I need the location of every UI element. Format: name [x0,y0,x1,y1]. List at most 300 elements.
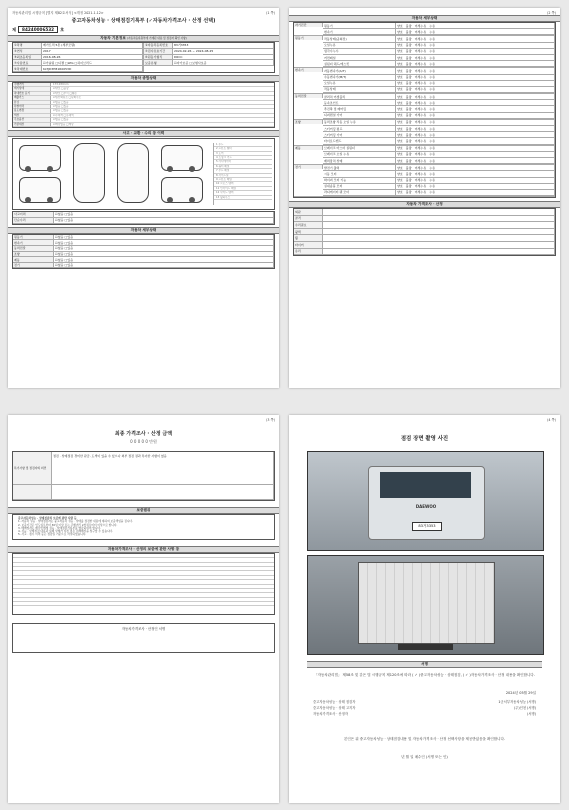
result-option: 불량 [405,23,412,28]
result-option: 양호 [397,36,403,41]
detail-item [323,113,555,119]
result-option: 불량 [405,146,412,151]
row-label: 제동 [13,257,54,262]
page-title: 중고자동차성능 · 상태점검기록부 (✓자동차가격조사 · 산정 선택) [71,18,216,24]
section-title: 보증범위 [136,508,151,512]
mileage-value: 173,039 km [51,83,274,87]
result-option: 누유 [429,107,435,112]
result-option: 누유 [429,152,435,157]
result-option: 누유 [429,81,435,86]
result-option: 미세누유 [414,107,427,112]
row-value: ☑없음 □있음 [54,246,274,251]
result-option: 불량 [405,107,412,112]
item-name: 브레이크 오일 누유 [323,152,396,157]
result-option: 누유 [429,29,435,34]
result-option: 불량 [405,43,412,48]
result-option: 미세누유 [414,152,427,157]
state-row-label: 리콜대상 [13,123,51,127]
state-row-label: 차대번호 표기 [13,92,51,96]
group-items [323,120,555,145]
row-value: ☑없음 □있음 [54,263,274,268]
group-label: 원동기 [294,36,323,40]
item-result [396,49,555,54]
table-row [13,218,274,224]
price-row [294,222,555,229]
price-label: 광택 [294,229,323,235]
price-value [323,229,555,235]
info-label: ⑨차대번호 [13,66,42,71]
group-items [323,23,555,35]
result-option: 양호 [397,171,403,176]
overall-state-table: 주행거리 계기상태 차대번호 표기 배출가스 튜닝 특별이력 용도변경 색상 주요옵션 리콜대상 173,039 km ☑양호 □불량 ☑양호 □부식 □훼손 ☑일산화탄소 □탄화수소 ☑없음 □있음 ☑없음 □있음 ☑없음 □있음 ☑무채색 □유채색 ☑없음 □있음 ☑해당없음 □해당 [12,82,275,128]
item-result [396,190,555,195]
info-value: KLTJD3H81R0053D [42,66,143,71]
result-option: 불량 [405,81,412,86]
section-accident [8,130,279,137]
item-result [396,132,555,137]
item-result [396,152,555,157]
page-4 [289,415,560,803]
group-items [323,146,555,165]
result-option: 미세누유 [414,178,427,183]
price-row [294,229,555,236]
price-warranty-lines [12,553,275,615]
price-label: 외판 [294,209,323,215]
item-name: 스티어링 펌프 [323,126,396,131]
item-name: 실린더 헤드/개스킷 [323,61,396,66]
row-value: ☑없음 □있음 [54,235,274,240]
item-result [396,184,555,189]
section-overall-state [8,75,279,82]
result-option: 양호 [397,55,403,60]
group-label: 제동 [294,146,323,150]
page-header-left: 자동차관리법 시행규칙 [별지 제82호서식] <개정 2021.1.12> [12,11,104,15]
info-label: ④검사유효기간 [144,49,173,54]
item-result [396,126,555,131]
info-label: ⑧원동기형식 [144,55,173,60]
result-option: 미세누유 [414,132,427,137]
signer-role: 중고자동차성능 · 상태 점검자 [313,700,356,704]
page-1 [8,8,279,388]
result-option: 불량 [405,138,412,143]
result-option: 불량 [405,132,412,137]
item-name: 원동기 [323,23,396,28]
section-title: 자동차 종합상태 [130,75,157,80]
notice-item: 3. 매매업자는 매수인에게 성능 · 상태점검기록부를 발급하여야 합니다. [18,525,101,530]
result-option: 양호 [397,49,403,54]
result-option: 미세누유 [414,43,427,48]
page-3 [8,415,279,803]
item-result [396,146,555,151]
group-label: 전기 [294,165,323,169]
brand-logo: DAEWOO [415,504,437,509]
result-option: 누유 [429,158,435,163]
price-row [294,249,555,256]
result-option: 미세누유 [414,146,427,151]
result-option: 누유 [429,43,435,48]
photo-title: 점검 장면 촬영 사진 [400,436,449,442]
result-option: 미세누유 [414,138,427,143]
item-name: 수동변속기(M/T) [323,75,396,80]
car-outline-top [73,143,105,203]
result-option: 누유 [429,120,435,125]
group-items [323,36,555,67]
item-result [396,100,555,105]
certification-text: 「자동차관리법」 제58조 및 같은 법 시행규칙 제120조에 따라 ( ✓ )중고자동차성능 · 상태점검, ( ✓ )자동차가격조사 · 산정 내용을 확인합니다. [314,673,535,677]
row-label: 전기 [13,263,54,268]
result-option: 누유 [429,23,435,28]
result-option: 누유 [429,100,435,105]
result-option: 불량 [405,113,412,118]
result-option: 양호 [397,138,403,143]
serial-number-row [12,26,275,33]
result-option: 누유 [429,113,435,118]
result-option: 누유 [429,49,435,54]
opinion-text: 점검 · 상태점검 경미한 판금, 도색이 있을 수 있으나 외부 점검 결과 특이한 사항이 없음 [52,452,274,486]
item-name: 추진축 및 베어링 [323,106,396,111]
price-value [323,249,555,255]
page-number: (4 쪽) [547,418,556,422]
result-option: 불량 [405,152,412,157]
result-option: 누유 [429,138,435,143]
info-value: 메가트럭 5톤 (세부모델) [42,43,143,48]
price-table [293,208,556,256]
item-name: 냉각수누수 [323,49,396,54]
result-option: 누유 [429,190,435,195]
result-option: 양호 [397,158,403,163]
section-title: 자동차 세부상태 [411,16,438,20]
result-option: 미세누유 [414,87,427,92]
detail-group [294,36,555,68]
item-result [396,178,555,183]
item-name: 브레이크 마스터 실린더 [323,146,396,151]
state-row-label: 특별이력 [13,105,51,109]
detail-group [294,94,555,120]
result-option: 미세누유 [414,36,427,41]
info-value: ☑자가보증 □보험사보증 [173,60,274,65]
state-row-label: 색상 [13,114,51,118]
item-result [396,81,555,86]
row-value: ☑없음 □있음 [54,212,274,217]
detail-item [323,61,555,67]
group-label: 자기진단 [294,23,323,27]
state-row-label: 주요옵션 [13,118,51,122]
result-option: 불량 [405,94,412,99]
result-option: 미세누유 [414,49,427,54]
result-option: 누유 [429,36,435,41]
item-result [396,23,555,28]
result-option: 양호 [397,75,403,80]
group-items [323,68,555,93]
page-2 [289,8,560,388]
signer-name[interactable]: (주)인천 (서명) [513,706,536,710]
item-name: 클러치 어셈블리 [323,94,396,99]
item-name: 타이로드엔드 [323,138,396,143]
result-option: 불량 [405,184,412,189]
row-label: 변속기 [13,240,54,245]
item-name: 커먼레일 [323,55,396,60]
warranty-notice [12,514,275,540]
notice-item: 1. 자동차 성능 · 상태점검자는 중고자동차 성능 · 상태를 점검한 내용에 대하여 보증책임을 집니다. [18,519,133,524]
row-label: 동력전달 [13,246,54,251]
item-result [396,43,555,48]
result-option: 미세누유 [414,126,427,131]
price-value [323,216,555,222]
group-label: 변속기 [294,68,323,72]
result-option: 양호 [397,120,403,125]
final-price-amount: 0 0 0 0 0 만원 [130,439,157,444]
detail-item [323,29,555,35]
result-option: 불량 [405,171,412,176]
item-name: 작동상태 [323,87,396,92]
detail-item [323,87,555,93]
section-price [289,201,560,208]
result-option: 미세누유 [414,94,427,99]
receipt-date: 년 월 일 매수인 (서명 또는 인) [401,755,448,759]
result-option: 불량 [405,61,412,66]
result-option: 불량 [405,120,412,125]
item-name: 발전기 출력 [323,165,396,170]
row-value: ☑없음 □있음 [54,252,274,257]
detail-group [294,23,555,36]
item-result [396,75,555,80]
truck-rear-photo [307,555,544,655]
info-label: ③연식 [13,49,42,54]
section-basic-info [8,35,279,42]
price-row [294,235,555,242]
accident-table [12,211,275,225]
result-option: 누유 [429,94,435,99]
signature-label: 자동차가격조사 · 산정인 서명 [121,626,166,631]
car-outline-bottom [117,143,149,203]
result-option: 누유 [429,68,435,73]
result-option: 양호 [397,100,403,105]
row-value: ☑없음 □있음 [54,240,274,245]
section-signature [307,661,542,668]
section-detail-state [8,227,279,234]
state-row-label: 튜닝 [13,101,51,105]
result-option: 누유 [429,171,435,176]
result-option: 누유 [429,55,435,60]
detail-item [323,138,555,144]
item-name: 오일누유 [323,43,396,48]
result-option: 미세누유 [414,55,427,60]
result-option: 양호 [397,113,403,118]
result-option: 누유 [429,165,435,170]
result-option: 불량 [405,68,412,73]
price-row [294,242,555,249]
item-name: 오일누유 [323,81,396,86]
result-option: 누유 [429,87,435,92]
item-result [396,68,555,73]
item-name: 배력장치 상태 [323,158,396,163]
price-value [323,209,555,215]
page-number: (3 쪽) [266,418,275,422]
result-option: 미세누유 [414,100,427,105]
group-items [323,165,555,196]
signature-box[interactable] [12,623,275,653]
price-value [323,222,555,228]
row-value: ☑없음 □있음 [54,218,274,223]
detail-group [294,120,555,146]
result-option: 미세누유 [414,165,427,170]
notice-item: 5. 사고 · 침수 이력 등은 점검일 기준으로 작성되었습니다. [18,532,87,537]
signer-name[interactable]: (서명) [527,712,536,716]
state-row-label: 주행거리 [13,83,51,87]
result-option: 불량 [405,158,412,163]
detail-group [294,68,555,94]
result-option: 양호 [397,126,403,131]
price-value [323,242,555,248]
item-result [396,158,555,163]
result-option: 불량 [405,29,412,34]
row-label: 단순수리 [13,218,54,223]
item-result [396,113,555,118]
result-option: 미세누유 [414,23,427,28]
result-option: 양호 [397,184,403,189]
group-label: 조향 [294,120,323,124]
result-option: 불량 [405,55,412,60]
result-option: 미세누유 [414,171,427,176]
info-value: 2017 [42,49,143,54]
section-title: 서명 [421,662,428,666]
result-option: 양호 [397,23,403,28]
result-option: 미세누유 [414,81,427,86]
result-option: 양호 [397,178,403,183]
detail-state-table [12,234,275,270]
notice-title: 중고자동차성능 · 상태점검의 보증에 관한 사항 등 [18,516,77,520]
result-option: 미세누유 [414,29,427,34]
row-value: ☑없음 □있음 [54,257,274,262]
result-option: 누유 [429,126,435,131]
item-name: 등속조인트 [323,100,396,105]
result-option: 불량 [405,178,412,183]
result-option: 누유 [429,184,435,189]
serial-number: 84240006532 [18,26,58,33]
price-value [323,235,555,241]
section-price-warranty [8,546,279,553]
info-label: ⑤최초등록일 [13,55,42,60]
vehicle-diagram: 1 후드 2 프론트 휀더 3 도어 4 트렁크 리드 5 라디에이터 6 쿼터 패널 7 루프 패널 8 사이드실 9 프론트 패널 10 크로스 멤버 11 인사이드 패널 12 사이드 멤버 13 휠하우스 [12,138,275,210]
result-option: 불량 [405,165,412,170]
detail-group [294,146,555,166]
serial-suffix: 호 [60,26,65,32]
item-result [396,171,555,176]
item-result [396,165,555,170]
result-option: 양호 [397,152,403,157]
result-option: 미세누유 [414,61,427,66]
detail-state-table [293,22,556,198]
table-row [13,263,274,269]
result-option: 불량 [405,126,412,131]
item-result [396,138,555,143]
result-option: 양호 [397,29,403,34]
result-option: 누유 [429,61,435,66]
result-option: 불량 [405,36,412,41]
item-name: 자동변속기(A/T) [323,68,396,73]
item-result [396,106,555,111]
signer-role: 중고자동차성능 · 상태 고지자 [313,706,356,710]
state-row-label: 계기상태 [13,87,51,91]
section-title: 자동차 기본정보 [100,36,126,40]
price-row [294,216,555,223]
notice-item: 4. 성능 · 상태점검 내용과 실제 상태가 다른 경우 손해배상을 청구할 수 있습니다. [18,529,114,534]
info-label: ⑦사용연료 [13,60,42,65]
item-name: 동력조향 작동 오일 누유 [323,120,396,125]
detail-item [323,158,555,164]
result-option: 양호 [397,132,403,137]
signer-name[interactable]: 1군서부자동차성능 (서명) [498,700,536,704]
result-option: 누유 [429,75,435,80]
certification-date: 2024년 05월 29일 [505,691,536,695]
result-option: 양호 [397,190,403,195]
notice-item: 2. 보증기간은 인도일로부터 30일 이상 또는 주행거리 2천킬로미터 이상으로 합니다. [18,522,118,527]
item-name: 디퍼렌셜 기어 [323,113,396,118]
row-label: 원동기 [13,235,54,240]
section-title: 자동차 가격조사 · 산정 [406,202,443,207]
item-result [396,94,555,99]
row-label: 사고이력 [13,212,54,217]
serial-label: 제 [12,26,17,32]
info-value: 2024-02-26 ~ 2024-08-25 [173,49,274,54]
result-option: 불량 [405,49,412,54]
item-name: 스티어링 기어 [323,132,396,137]
info-value: 2016-08-26 [42,55,143,60]
info-value: ☑가솔린 □디젤 □LPG □하이브리드 [42,60,143,65]
item-name: 시동 모터 [323,171,396,176]
basic-info-table [12,42,275,73]
opinion-box [12,451,275,501]
result-option: 누유 [429,178,435,183]
result-option: 양호 [397,94,403,99]
result-option: 양호 [397,81,403,86]
item-name: 실내송풍 모터 [323,184,396,189]
result-option: 미세누유 [414,113,427,118]
page-number: (2 쪽) [547,11,556,15]
item-result [396,36,555,41]
section-detail-state [289,15,560,22]
result-option: 미세누유 [414,190,427,195]
result-option: 불량 [405,75,412,80]
section-title: 자동차가격조사 · 산정의 보증에 관한 사항 등 [107,546,180,551]
result-option: 양호 [397,107,403,112]
result-option: 누유 [429,132,435,137]
row-label: 조향 [13,252,54,257]
section-note: (자동차등록원부에 기재된 내용 및 점검자 확인 사항) [127,37,187,40]
receipt-text: 본인은 위 중고자동차성능 · 상태점검내용 및 자동차가격조사 · 산정 선택사항을 제공받았음을 확인합니다. [344,737,505,741]
info-value: 83거3353 [173,43,274,48]
state-row-label: 배출가스 [13,96,51,100]
signer-role: 자동차가격조사 · 산정자 [313,712,348,716]
price-row [294,209,555,216]
signer-row [313,711,536,717]
price-label: 타이어 [294,242,323,248]
page-number: (1 쪽) [266,11,275,15]
license-plate: 83거3353 [412,522,442,531]
section-title: 자동차 세부상태 [130,227,157,232]
info-label: ①차명 [13,43,42,48]
section-warranty [8,507,279,514]
item-name: 작동상태(공회전) [323,36,396,41]
price-label: 유리 [294,249,323,255]
info-row [144,60,274,66]
item-name: 와이퍼 모터 기능 [323,178,396,183]
price-label: 골격 [294,216,323,222]
info-row [13,66,143,72]
item-result [396,87,555,92]
item-name: 라디에이터 팬 모터 [323,190,396,195]
price-label: 휠 [294,235,323,241]
